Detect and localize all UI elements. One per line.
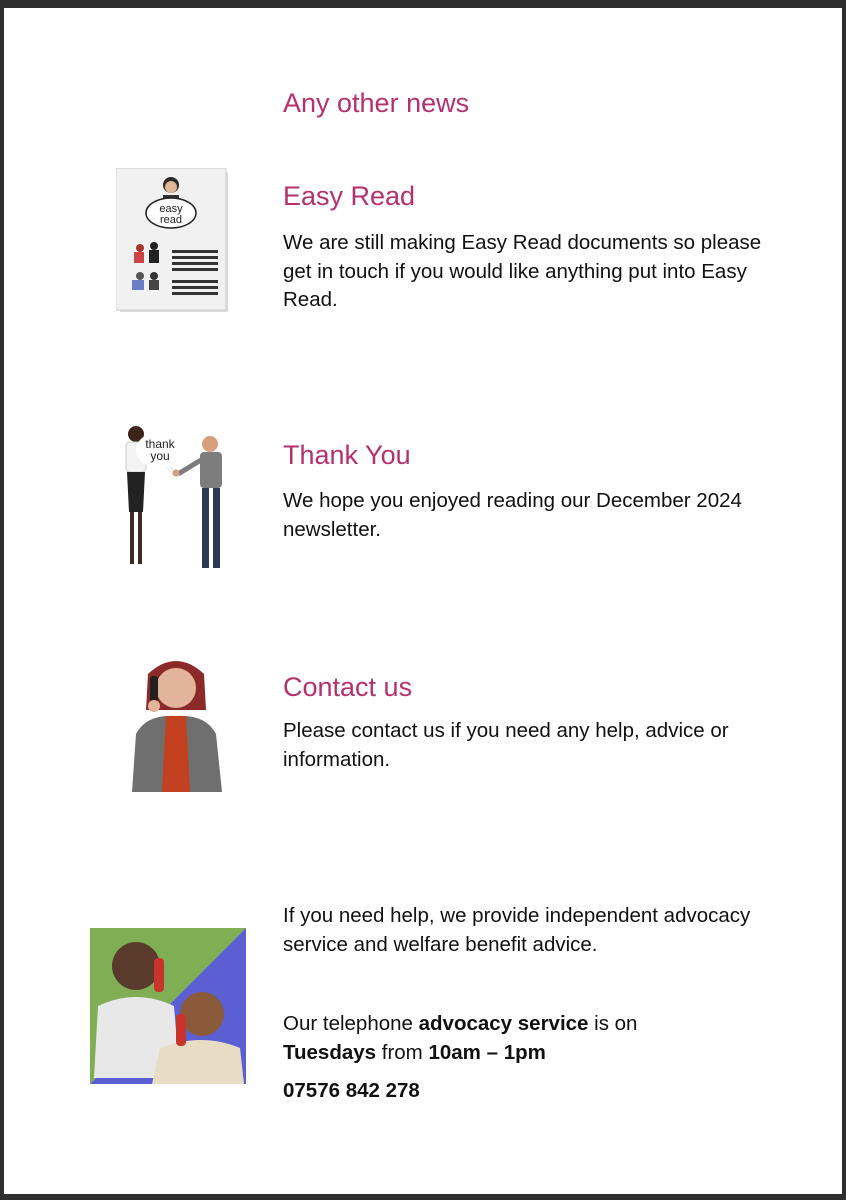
section-heading-contact-us: Contact us [283,672,413,702]
advocacy-schedule-text [283,1010,753,1067]
advocacy-hours: 10am – 1pm [428,1040,546,1064]
advocacy-service-label: advocacy service [418,1012,589,1035]
advocacy-day: Tuesdays [283,1040,377,1064]
phone-call-icon [126,654,226,792]
help-intro-text: If you need help, we provide independent advocacy service and welfare benefit advice. [283,904,751,956]
section-heading-easy-read: Easy Read [283,181,416,211]
phone-number[interactable]: 07576 842 278 [283,1079,420,1102]
easy-read-picture-text-1: easy [159,203,183,215]
easy-read-text: We are still making Easy Read documents so please get in touch if you would like anything put into Easy Read. [283,231,762,311]
telephone-advocacy-icon [90,928,246,1084]
thank-you-bubble-text-2: you [150,449,170,463]
easy-read-picture-text-2: read [159,214,183,226]
easy-read-document-illustration [116,168,232,321]
easy-read-icon [116,168,232,316]
contact-text: Please contact us if you need any help, advice or information. [283,719,729,771]
section-heading-news: Any other news [283,88,470,118]
newsletter-page [4,8,842,1194]
advocacy-phone-photo [90,928,246,1089]
advocacy-line-from: from [376,1040,429,1064]
handshake-icon [116,420,236,580]
advocacy-line-mid: is on [588,1012,638,1035]
advocacy-line-prefix: Our telephone [283,1012,419,1035]
woman-on-phone-photo [126,654,226,797]
thank-you-illustration [116,420,236,585]
thank-you-bubble-text-1: thank [145,437,175,451]
thank-you-text: We hope you enjoyed reading our December 2024 newsletter. [283,489,742,541]
section-heading-thank-you: Thank You [283,440,411,470]
